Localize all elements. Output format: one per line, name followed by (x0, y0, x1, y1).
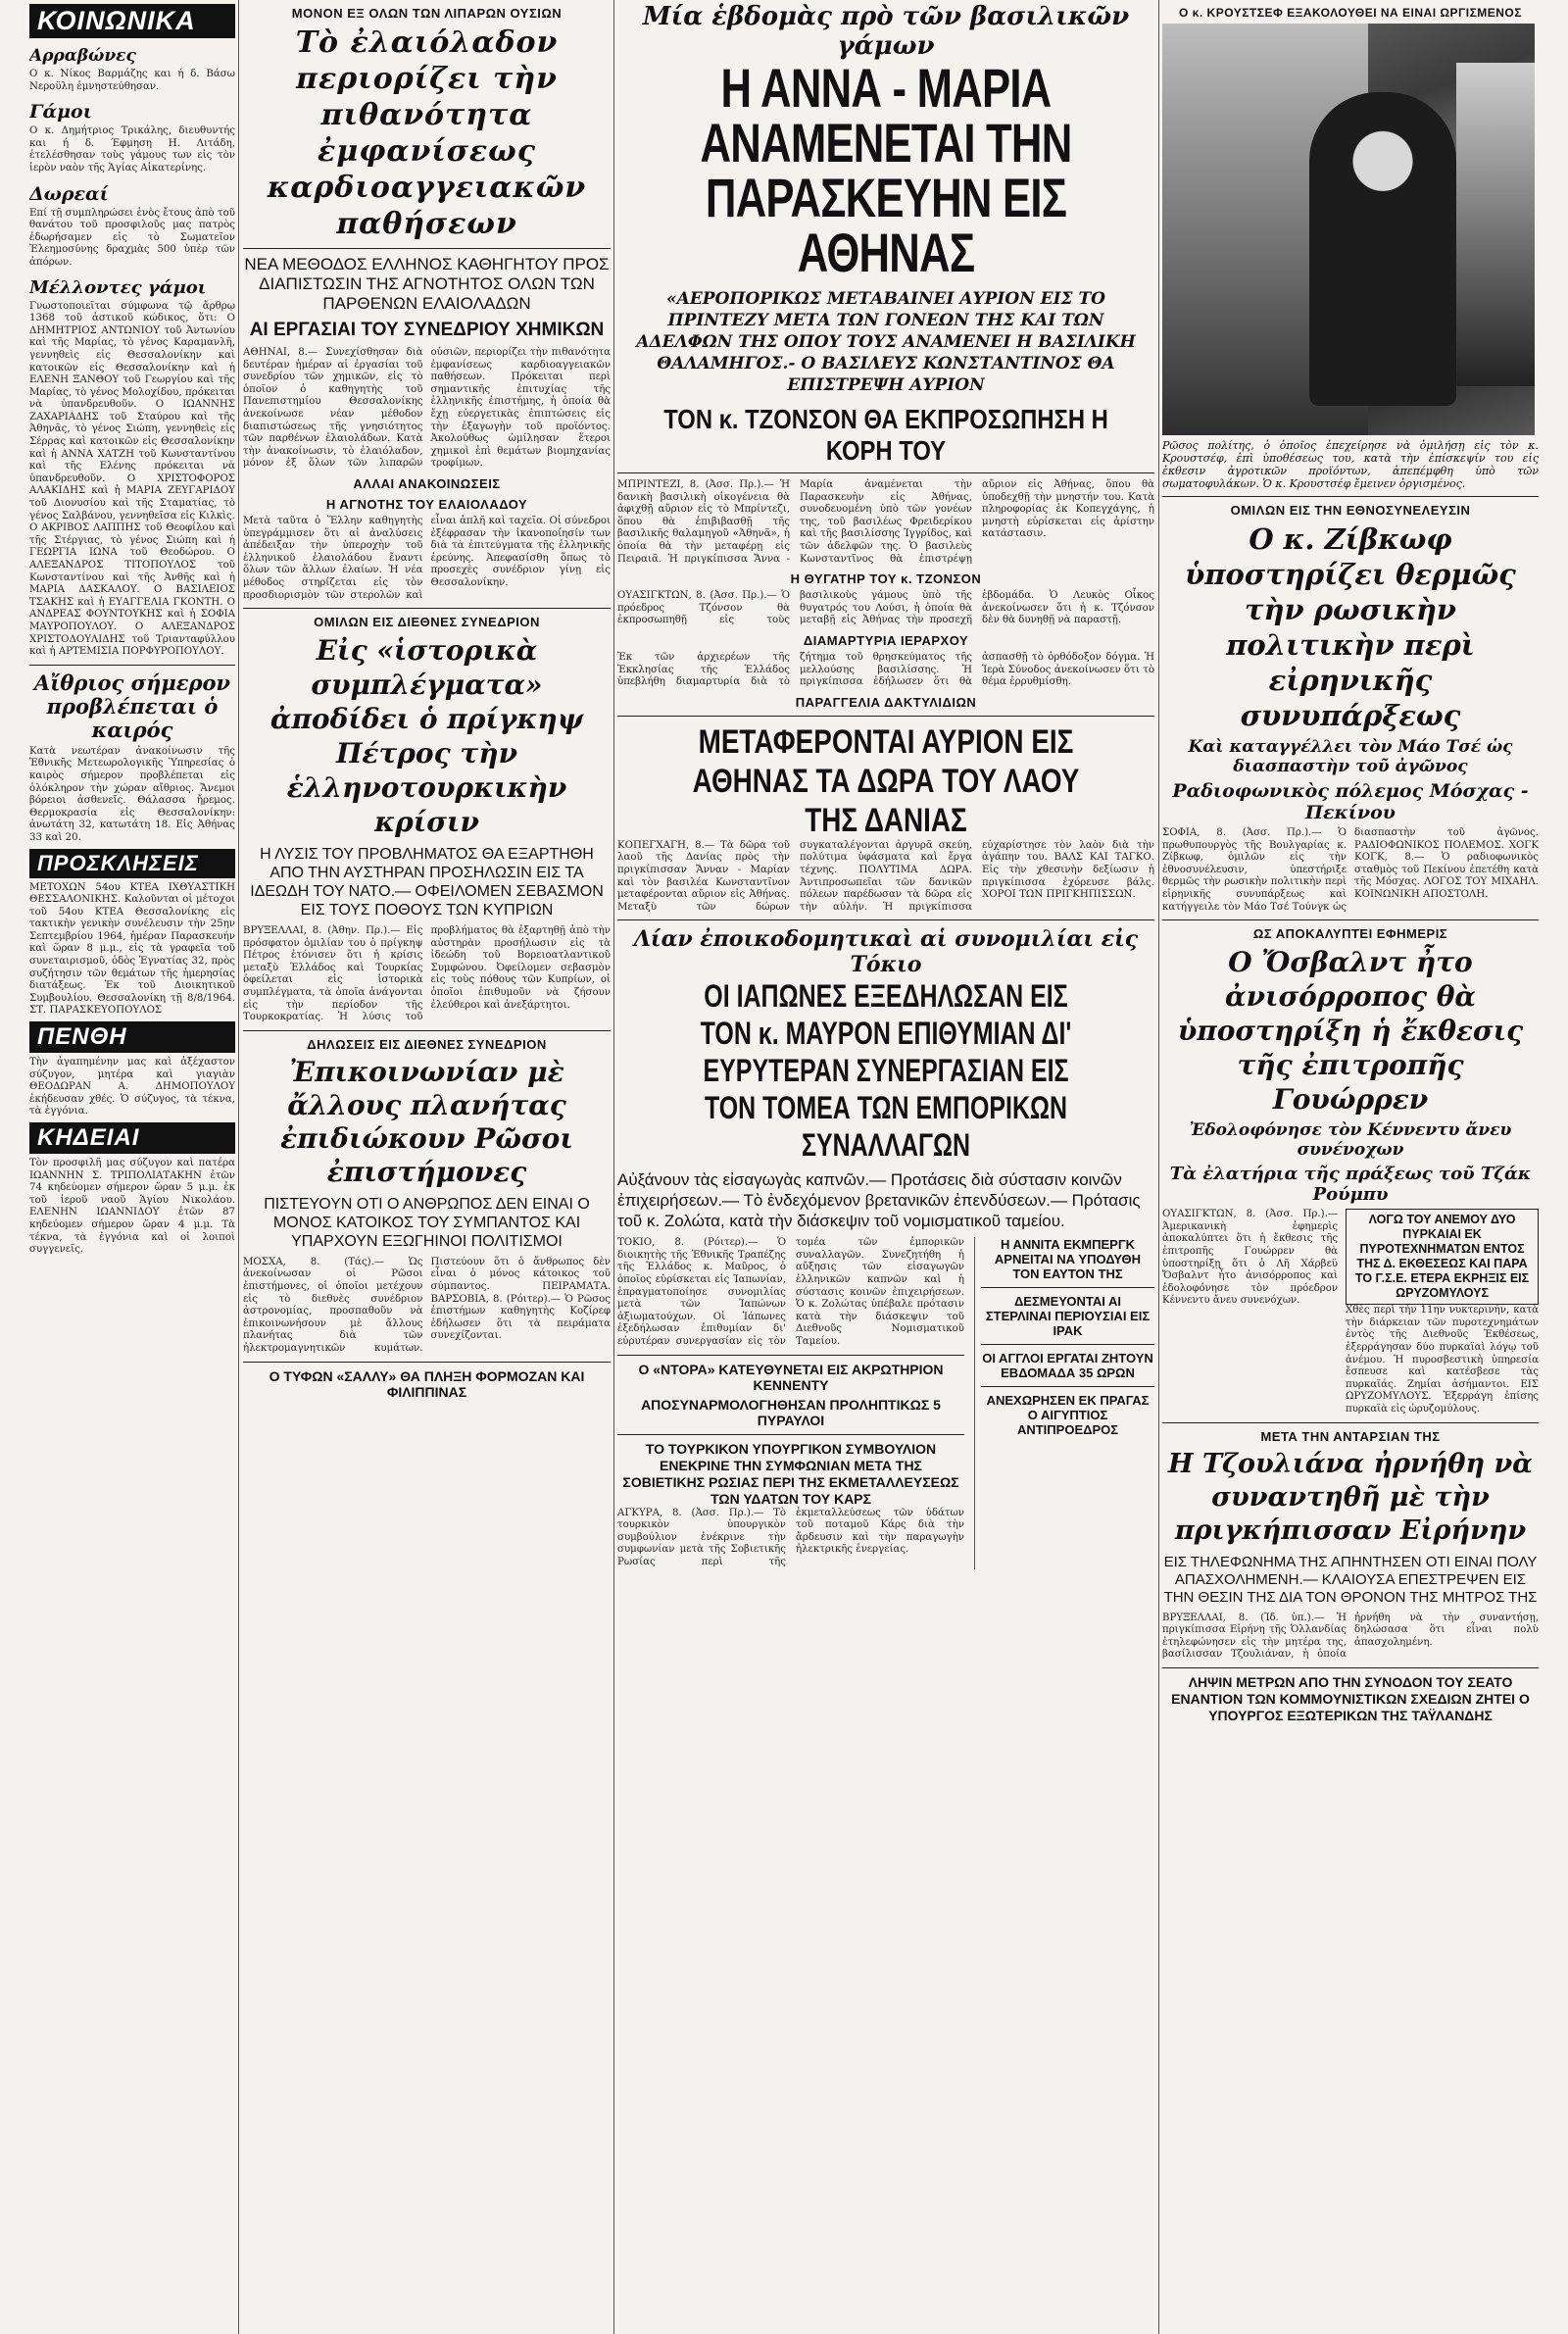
radio-war-subhead: Ραδιοφωνικὸς πόλεμος Μόσχας - Πεκίνου (1172, 780, 1529, 823)
column-news-right (1162, 0, 1539, 2334)
rings-sub: ΠΑΡΑΓΓΕΛΙΑ ΔΑΚΤΥΛΙΔΙΩΝ (795, 694, 977, 710)
gifts-text: Επί τῇ συμπληρώσει ἑνὸς ἔτους ἀπὸ τοῦ θανάτου τοῦ προσφιλοῦς μας πατρὸς ἐδωρήσαμεν εἰς τὸ Σωματεῖον Ἐλεημοσύνης δραχμὰς 500 ὑπὲρ τῶν ἀπόρων. (29, 207, 235, 268)
anita-headline: Η ΑΝΝΙΤΑ ΕΚΜΠΕΡΓΚ ΑΡΝΕΙΤΑΙ ΝΑ ΥΠΟΔΥΘΗ ΤΟΝ ΕΑΥΤΟΝ ΤΗΣ (994, 1237, 1142, 1282)
turkey-headline: ΤΟ ΤΟΥΡΚΙΚΟΝ ΥΠΟΥΡΓΙΚΟΝ ΣΥΜΒΟΥΛΙΟΝ ΕΝΕΚΡΙΝΕ ΤΗΝ ΣΥΜΦΩΝΙΑΝ ΜΕΤΑ ΤΗΣ ΣΟΒΙΕΤΙΚΗΣ ΡΩΣΙΑΣ ΠΕΡΙ ΤΗΣ ΕΚΜΕΤΑΛΛΕΥΣΕΩΣ ΤΩΝ ΥΔΑΤΩΝ ΤΟΥ ΚΑΡΣ (622, 1440, 959, 1507)
gifts-title: Δωρεαί (29, 182, 109, 205)
anna-maria-headline: Η ΑΝΝΑ - ΜΑΡΙΑ ΑΝΑΜΕΝΕΤΑΙ ΤΗΝ ΠΑΡΑΣΚΕΥΗΝ ΕΙΣ ΑΘΗΝΑΣ (700, 57, 1072, 283)
olive-oil-headline: Τὸ ἐλαιόλαδον περιορίζει τὴν πιθανότητα ἐμφανίσεως καρδιοαγγειακῶν παθήσεων (267, 25, 587, 241)
kennedy-cape-headline: Ο «ΝΤΟΡΑ» ΚΑΤΕΥΘΥΝΕΤΑΙ ΕΙΣ ΑΚΡΩΤΗΡΙΟΝ ΚΕΝΝΕΝΤΥ (638, 1361, 944, 1393)
prince-peter-headline: Εἰς «ἱστορικὰ συμπλέγματα» ἀποδίδει ὁ πρίγκηψ Πέτρος τὴν ἑλληνοτουρκικὴν κρίσιν (270, 634, 584, 839)
future-weddings-text: Γνωστοποιεῖται σύμφωνα τῷ ἄρθρῳ 1368 τοῦ ἀστικοῦ κώδικος, ὅτι: Ο ΔΗΜΗΤΡΙΟΣ ΑΝΤΩΝΙΟΥ τοῦ Ἀντωνίου καὶ τῆς Μαρίας, τὸ γένος Καραμανλῆ, γεννηθεὶς εἰς Θεσσαλονίκην καὶ κατοικῶν εἰς Θεσσαλονίκην καὶ ἡ ΕΛΕΝΗ ΞΑΝΘΟΥ τοῦ Γεωργίου καὶ τῆς Μαρίας, τὸ γένος Μολοχίδου, πρόκειται νὰ ὑπανδρευθοῦν. Ο ΙΩΑΝΝΗΣ ΖΑΧΑΡΙΑΔΗΣ τοῦ Σταύρου καὶ τῆς Ἀθηνᾶς, τὸ γένος Σιώπη, γεννηθεὶς εἰς Σέρρας καὶ κατοικῶν εἰς Θεσσαλονίκην καὶ ἡ ΑΝΝΑ ΧΑΤΖΗ τοῦ Κωνσταντίνου καὶ τῆς Ελένης πρόκειται νὰ ὑπανδρευθοῦν. Ο ΧΡΙΣΤΟΦΟΡΟΣ ΑΛΑΚΙΔΗΣ καὶ ἡ ΜΑΡΙΑ ΖΕΥΓΑΡΙΔΟΥ τοῦ Διονυσίου καὶ τῆς Σταματίας, τὸ γένος Σαλβάνου, γεννηθεῖσα εἰς Κιλκὶς. Ο ΑΚΡΙΒΟΣ ΛΑΠΠΗΣ τοῦ Θεοφίλου καὶ τῆς Στέργιας, τὸ γένος Σιώπη καὶ ἡ ΓΕΩΡΓΙΑ ΙΩΝΑ τοῦ Θεοδώρου. Ο ΑΛΕΞΑΝΔΡΟΣ ΤΙΤΟΠΟΥΛΟΣ τοῦ Κωνσταντίνου καὶ τῆς Ἀνθῆς καὶ ἡ ΜΑΡΙΑ ΔΑΣΚΑΛΟΥ. Ο ΒΑΣΙΛΕΙΟΣ ΤΣΑΚΗΣ καὶ ἡ ΕΥΑΓΓΕΛΙΑ ΓΚΟΝΤΗ. Ο ΑΝΔΡΕΑΣ ΦΟΥΝΤΟΥΚΗΣ καὶ ἡ ΣΟΦΙΑ ΜΑΥΡΟΠΟΥΛΟΥ. Ο ΑΛΕΞΑΝΔΡΟΣ ΧΡΙΣΤΟΔΟΥΛΙΔΗΣ τοῦ Τριανταφύλλου καὶ ἡ ΑΡΤΕΜΙΣΙΑ ΠΟΡΦΥΡΟΠΟΥΛΟΥ. (29, 300, 235, 658)
oswald-headline: Ο Ὄσβαλντ ἦτο ἀνισόρροπος θὰ ὑποστηρίξη ἡ ἔκθεσις τῆς ἐπιτροπῆς Γουώρρεν (1177, 946, 1524, 1117)
planets-subhead: ΠΙΣΤΕΥΟΥΝ ΟΤΙ Ο ΑΝΘΡΩΠΟΣ ΔΕΝ ΕΙΝΑΙ Ο ΜΟΝΟΣ ΚΑΤΟΙΚΟΣ ΤΟΥ ΣΥΜΠΑΝΤΟΣ ΚΑΙ ΥΠΑΡΧΟΥΝ ΕΞΩΓΗΙΝΟΙ ΠΟΛΙΤΙΣΜΟΙ (264, 1195, 590, 1250)
national-assembly-tag: ΟΜΙΛΩΝ ΕΙΣ ΤΗΝ ΕΘΝΟΣΥΝΕΛΕΥΣΙΝ (1230, 503, 1471, 518)
typhoon-headline: Ο ΤΥΦΩΝ «ΣΑΛΛΥ» ΘΑ ΠΛΗΞΗ ΦΟΡΜΟΖΑΝ ΚΑΙ ΦΙΛΙΠΠΙΝΑΣ (269, 1367, 585, 1400)
prince-peter-subhead: Η ΛΥΣΙΣ ΤΟΥ ΠΡΟΒΛΗΜΑΤΟΣ ΘΑ ΕΞΑΡΤΗΘΗ ΑΠΟ ΤΗΝ ΑΥΣΤΗΡΑΝ ΠΡΟΣΗΛΩΣΙΝ ΕΙΣ ΤΑ ΙΔΕΩΔΗ ΤΟΥ ΝΑΤΟ.— ΟΦΕΙΛΟΜΕΝ ΣΕΒΑΣΜΟΝ ΕΙΣ ΤΟΥΣ ΠΟΘΟΥΣ ΤΩΝ ΚΥΠΡΙΩΝ (250, 846, 604, 919)
weather-title: Αἴθριος σήμερον προβλέπεται ὁ καιρός (33, 670, 231, 742)
prince-peter-article: ΒΡΥΞΕΛΛΑΙ, 8. (Ἀθην. Πρ.).— Εἰς πρόσφατον ὁμιλίαν του ὁ πρίγκηψ Πέτρος ἐτόνισεν ὅτι ἡ κρίσις μεταξὺ Ἑλλάδος καὶ Τουρκίας ὀφείλεται εἰς ἱστορικὰ συμπλέγματα, τὰ ὁποῖα ἀνάγονται εἰς τὴν περίοδον τῆς Τουρκοκρατίας. Ἡ λύσις τοῦ προβλήματος θὰ ἐξαρτηθῇ ἀπὸ τὴν αὐστηρὰν προσήλωσιν εἰς τὰ ἰδεώδη τοῦ Βορειοατλαντικοῦ Συμφώνου. Ὀφείλομεν σεβασμὸν εἰς τοὺς πόθους τῶν Κυπρίων, οἱ ὁποῖοι ἐπιθυμοῦν νὰ ζήσουν ἐλεύθεροι καὶ ἀνεξάρτητοι. (243, 925, 611, 1023)
khrushchev-photo (1162, 24, 1535, 435)
olive-oil-banner: ΜΟΝΟΝ ΕΞ ΟΛΩΝ ΤΩΝ ΛΙΠΑΡΩΝ ΟΥΣΙΩΝ (291, 6, 563, 21)
oswald-article: ΟΥΑΣΙΓΚΤΩΝ, 8. (Ἀσσ. Πρ.).— Ἀμερικανικὴ ἐφημερὶς ἀποκαλύπτει ὅτι ἡ ἔκθεσις τῆς ἐπιτροπῆς Γουώρρεν θὰ ὑποστηρίξῃ ὅτι ὁ Λῆ Χάρβεϋ Ὄσβαλντ ἦτο ἀνισόρροπος καὶ ἐδολοφόνησε τὸν πρόεδρον Κέννεντυ ἄνευ συνενόχων. (1162, 1209, 1339, 1307)
ruby-subhead: Τὰ ἐλατήρια τῆς πράξεως τοῦ Τζάκ Ρούμπυ (1169, 1164, 1532, 1206)
intl-congress-tag-2: ΔΗΛΩΣΕΙΣ ΕΙΣ ΔΙΕΘΝΕΣ ΣΥΝΕΔΡΙΟΝ (307, 1036, 547, 1052)
juliana-article: ΒΡΥΞΕΛΛΑΙ, 8. (Ἰδ. ὑπ.).— Ἡ πριγκίπισσα Εἰρήνη τῆς Ὀλλανδίας ἐτηλεφώνησεν εἰς τὴν μητέρα της, βασίλισσαν Τζουλιάναν, ἡ ὁποία ἠρνήθη νὰ τὴν συναντήσῃ, δηλώσασα ὅτι εἶναι πολὺ ἀπασχολημένη. (1162, 1612, 1539, 1661)
protest-sub: ΔΙΑΜΑΡΤΥΡΙΑ ΙΕΡΑΡΧΟΥ (803, 632, 969, 648)
future-weddings-title: Μέλλοντες γάμοι (29, 276, 207, 298)
iraq-headline: ΔΕΣΜΕΥΟΝΤΑΙ ΑΙ ΣΤΕΡΛΙΝΑΙ ΠΕΡΙΟΥΣΙΑΙ ΕΙΣ ΙΡΑΚ (985, 1294, 1151, 1339)
danish-gifts-headline: ΜΕΤΑΦΕΡΟΝΤΑΙ ΑΥΡΙΟΝ ΕΙΣ ΑΘΗΝΑΣ ΤΑ ΔΩΡΑ ΤΟΥ ΛΑΟΥ ΤΗΣ ΔΑΝΙΑΣ (692, 722, 1080, 839)
johnson-headline: ΤΟΝ κ. ΤΖΟΝΣΟΝ ΘΑ ΕΚΠΡΟΣΩΠΗΣΗ Η ΚΟΡΗ ΤΟΥ (663, 404, 1108, 466)
column-news-left (243, 0, 611, 2334)
photo-caption: Ρῶσος πολίτης, ὁ ὁποῖος ἐπεχείρησε νὰ ὁμιλήσῃ εἰς τὸν κ. Κρουστσέφ, ἐπὶ ὑποθέσεως του, κατὰ τὴν ἐπίσκεψίν του εἰς ἐκθεσιν ἀγροτικῶν προϊόντων, ἀπεπέμφθη ὑπὸ τῶν σωματοφυλάκων. Ὁ κ. Κρουστσέφ ἔμεινεν ὀργισμένος. (1162, 439, 1539, 490)
planets-headline: Ἐπικοινωνίαν μὲ ἄλλους πλανήτας ἐπιδιώκουν Ρῶσοι ἐπιστήμονες (280, 1055, 573, 1188)
royal-week-title: Μία ἑβδομὰς πρὸ τῶν βασιλικῶν γάμων (642, 2, 1130, 61)
khrushchev-banner: Ο κ. ΚΡΟΥΣΤΣΕΦ ΕΞΑΚΟΛΟΥΘΕΙ ΝΑ ΕΙΝΑΙ ΩΡΓΙΣΜΕΝΟΣ (1179, 6, 1522, 20)
olive-purity-sub: Η ΑΓΝΟΤΗΣ ΤΟΥ ΕΛΑΙΟΛΑΔΟΥ (325, 496, 528, 512)
invitations-title: ΠΡΟΣΚΛΗΣΕΙΣ (29, 849, 235, 878)
funerals-text: Τὸν προσφιλῆ μας σύζυγον καὶ πατέρα ΙΩΑΝΝΗΝ Σ. ΤΡΙΠΟΛΙΑΤΑΚΗΝ ἐτῶν 74 κηδεύομεν σήμερον ὥραν 5 μ.μ. ἐκ τοῦ ἱεροῦ ναοῦ Ἁγίου Νικολάου. ΕΛΕΝΗΝ ΙΩΑΝΝΙΔΟΥ ἐτῶν 87 κηδεύομεν σήμερον ὥραν 4 μ.μ. Τὰ τέκνα, τὰ ἐγγόνια καὶ οἱ λοιποὶ συγγενεῖς. (29, 1158, 235, 1256)
juliana-headline: Η Τζουλιάνα ἠρνήθη νὰ συναντηθῆ μὲ τὴν πριγκήπισσαν Εἰρήνην (1168, 1448, 1533, 1546)
weather-text: Κατὰ νεωτέραν ἀνακοίνωσιν τῆς Ἐθνικῆς Μετεωρολογικῆς Ὑπηρεσίας ὁ καιρὸς σήμερον προβλέπεται εἰς ὁλόκληρον τὴν χώραν αἴθριος. Ἄνεμοι βόρειοι ἀσθενεῖς. Θάλασσα ἤρεμος. Θερμοκρασία εἰς Θεσσαλονίκην: ἀνωτάτη 32, κατωτάτη 18. Εἰς Ἀθήνας 33 καὶ 20. (29, 745, 235, 843)
other-announcements-sub: ΑΛΛΑΙ ΑΝΑΚΟΙΝΩΣΕΙΣ (353, 475, 501, 491)
funerals-title: ΚΗΔΕΙΑΙ (29, 1122, 235, 1154)
royal-article: ΜΠΡΙΝΤΕΖΙ, 8. (Ἀσσ. Πρ.).— Ἡ δανικὴ βασιλικὴ οἰκογένεια θὰ ἀφιχθῇ αὔριον εἰς τὸ Μπρίντεζι, ὅπου θὰ ἐπιβιβασθῇ τῆς βασιλικῆς θαλαμηγοῦ «Ἀθηνᾶ», ἡ ὁποία θὰ τὴν μεταφέρῃ εἰς Πειραιᾶ. Ἡ πριγκίπισσα Ἄννα - Μαρία ἀναμένεται τὴν Παρασκευὴν εἰς Ἀθήνας, συνοδευομένη ὑπὸ τῶν γονέων της, τοῦ βασιλέως Φρειδερίκου καὶ τῆς βασιλίσσης Ἰγγρίδος, καὶ τῶν ἀδελφῶν της. Ὁ βασιλεὺς Κωνσταντῖνος θὰ ἐπιστρέψῃ αὔριον εἰς Ἀθήνας, ὅπου θὰ ὑποδεχθῇ τὴν μνηστήν του. Κατὰ πληροφορίας ἐκ Κοπεγχάγης, ἡ μνηστὴ εὑρίσκεται εἰς ἀρίστην κατάστασιν. (617, 479, 1154, 565)
workers-headline: ΟΙ ΑΓΓΛΟΙ ΕΡΓΑΤΑΙ ΖΗΤΟΥΝ ΕΒΔΟΜΑΔΑ 35 ΩΡΩΝ (982, 1351, 1153, 1381)
fireworks-fire-article: Χθὲς περὶ τὴν 11ην νυκτερινήν, κατὰ τὴν διάρκειαν τῶν πυροτεχνημάτων ἐντὸς τῆς Διεθνοῦς Ἐκθέσεως, ἐξερράγησαν δύο πυρκαϊαὶ λόγῳ τοῦ ἀνέμου. Ἡ πυροσβεστικὴ ὑπηρεσία ἔσπευσε καὶ κατέσβεσε τὰς πυρκαϊάς. Ζημίαι ἀσήμαντοι. ΕΙΣ ΩΡΥΖΟΜΥΛΟΥΣ. Ἐξερράγη ἐπίσης πυρκαϊὰ εἰς ὠρυζομύλους. (1346, 1305, 1539, 1415)
engagements-title: Αρραβώνες (29, 46, 136, 66)
intl-congress-tag: ΟΜΙΛΩΝ ΕΙΣ ΔΙΕΘΝΕΣ ΣΥΝΕΔΡΙΟΝ (314, 615, 540, 630)
protest-article: Ἐκ τῶν ἀρχιερέων τῆς Ἐκκλησίας τῆς Ἑλλάδος ὑπεβλήθη διαμαρτυρία διὰ τὸ ζήτημα τοῦ θρησκεύματος τῆς μελλούσης βασιλίσσης. Ἡ πριγκίπισσα ἐδήλωσεν ὅτι θὰ ἀσπασθῇ τὸ ὀρθόδοξον δόγμα. Ἡ Ἱερὰ Σύνοδος ἀνεκοίνωσεν ὅτι τὸ θέμα ἐρρυθμίσθη. (617, 651, 1154, 688)
invitations-text: ΜΕΤΟΧΩΝ 54ου ΚΤΕΑ ΙΧΘΥΑΣΤΙΚΗ ΘΕΣΣΑΛΟΝΙΚΗΣ. Καλοῦνται οἱ μέτοχοι τοῦ 54ου ΚΤΕΑ Θεσσαλονίκης εἰς τακτικὴν γενικὴν συνέλευσιν τὴν 25ην Σεπτεμβρίου 1964, ἡμέραν Παρασκευήν καὶ ὥραν 8 μ.μ., εἰς τὰ γραφεῖα τοῦ συνεταιρισμοῦ, ὁδὸς Ἐγνατίας 32, πρὸς συζήτησιν τῶν θεμάτων τῆς ἡμερησίας διατάξεως. Ἐκ τοῦ Διοικητικοῦ Συμβουλίου. Θεσσαλονίκη τῇ 8/8/1964. ΣΤ. ΠΑΡΑΣΚΕΥΟΠΟΥΛΟΣ (29, 881, 235, 1017)
engagements-text: Ο κ. Νίκος Βαρμάζης και ή δ. Βάσω Νεροϋλη ἐμνηστεύθησαν. (29, 69, 235, 92)
zhivkov-article: ΣΟΦΙΑ, 8. (Ἀσσ. Πρ.).— Ὁ πρωθυπουργὸς τῆς Βουλγαρίας κ. Ζίβκωφ, ὁμιλῶν εἰς τὴν ἐθνοσυνέλευσιν, ὑπεστήριξε θερμῶς τὴν ρωσικὴν πολιτικὴν περὶ εἰρηνικῆς συνυπάρξεως καὶ κατήγγειλε τὸν Μάο Τσέ Τούνγκ ὡς διασπαστὴν τοῦ ἀγῶνος. ΡΑΔΙΟΦΩΝΙΚΟΣ ΠΟΛΕΜΟΣ. ΧΟΓΚ ΚΟΓΚ, 8.— Ὁ ραδιοφωνικὸς σταθμὸς τοῦ Πεκίνου ἐπετέθη κατὰ τῆς Μόσχας. ΛΟΓΟΣ ΤΟΥ ΜΙΧΑΗΛ. ΚΟΙΝΩΝΙΚΗ ΑΠΟΣΤΟΛΗ. (1162, 827, 1539, 913)
zhivkov-headline: Ο κ. Ζίβκωφ ὑποστηρίζει θερμῶς τὴν ρωσικὴν πολιτικὴν περὶ εἰρηνικῆς συνυπάρξεως (1185, 522, 1516, 732)
mourning-title: ΠΕΝΘΗ (29, 1021, 235, 1053)
mourning-text: Τὴν ἀγαπημένην μας καὶ ἀξέχαστον σύζυγον, μητέρα καὶ γιαγιὰν ΘΕΟΔΩΡΑΝ Α. ΔΗΜΟΠΟΥΛΟΥ ἐκήδευσαν χθές. Ὁ σύζυγος, τὰ τέκνα, τὰ ἐγγόνια. (29, 1057, 235, 1117)
johnson-daughter-sub: Η ΘΥΓΑΤΗΡ ΤΟΥ κ. ΤΖΟΝΣΟΝ (790, 571, 982, 587)
kennedy-subhead: Ἐδολοφόνησε τὸν Κέννεντυ ἄνευ συνένοχων (1189, 1120, 1512, 1161)
mutiny-tag: ΜΕΤΑ ΤΗΝ ΑΝΤΑΡΣΙΑΝ ΤΗΣ (1260, 1428, 1441, 1444)
johnson-article: ΟΥΑΣΙΓΚΤΩΝ, 8. (Ἀσσ. Πρ.).— Ὁ πρόεδρος Τζόνσον θὰ ἐκπροσωπηθῇ εἰς τοὺς βασιλικοὺς γάμους ὑπὸ τῆς θυγατρός του Λούσι, ἡ ὁποία θὰ μεταβῇ εἰς Ἀθήνας τὴν προσεχῆ ἑβδομάδα. Ὁ Λευκὸς Οἶκος ἀνεκοίνωσεν ὅτι ἡ κ. Τζόνσον δὲν θὰ δυνηθῇ νὰ παραστῇ. (617, 590, 1154, 626)
planets-article: ΜΟΣΧΑ, 8. (Τάς).— Ὡς ἀνεκοίνωσαν οἱ Ρῶσοι ἐπιστήμονες, οἱ ὁποῖοι μετέχουν εἰς τὸ διεθνὲς συνέδριον ἀστρονομίας, προσπαθοῦν νὰ ἐπικοινωνήσουν μὲ ἄλλους πλανήτας διὰ τῶν ἠλεκτρομαγνητικῶν κυμάτων. Πιστεύουν ὅτι ὁ ἄνθρωπος δὲν εἶναι ὁ μόνος κάτοικος τοῦ σύμπαντος. ΠΕΙΡΑΜΑΤΑ. ΒΑΡΣΟΒΙΑ, 8. (Ρόιτερ).— Ὁ Ρῶσος ἐπιστήμων καθηγητὴς Κοζίρεφ ἐδήλωσεν ὅτι τὰ πειράματα συνεχίζονται. (243, 1256, 611, 1354)
olive-oil-article: ΑΘΗΝΑΙ, 8.— Συνεχίσθησαν διὰ δευτέραν ἡμέραν αἱ ἐργασίαι τοῦ συνεδρίου τῶν χημικῶν, εἰς τὸ ὁποῖον ὁ καθηγητὴς τοῦ Πανεπιστημίου Θεσσαλονίκης ἀνεκοίνωσε νέαν μέθοδον διαπιστώσεως τῆς γνησιότητος τῶν παρθένων ἐλαιολάδων. Κατὰ τὴν ἀνακοίνωσιν, τὸ ἐλαιόλαδον, μόνον ἐξ ὅλων τῶν λιπαρῶν οὐσιῶν, περιορίζει τὴν πιθανότητα ἐμφανίσεως καρδιοαγγειακῶν παθήσεων. Πρόκειται περὶ σημαντικῆς ἐπιτυχίας τῆς ἑλληνικῆς ἐπιστήμης, ἡ ὁποία θὰ ἔχῃ εὐεργετικὰς ἐπιπτώσεις εἰς τὴν ἐξαγωγὴν τοῦ προϊόντος. Ἀκολούθως ὡμίλησαν ἕτεροι χημικοὶ ἐπὶ θεμάτων βιομηχανίας τροφίμων. (243, 347, 611, 470)
fireworks-fire-box: ΛΟΓΩ ΤΟΥ ΑΝΕΜΟΥ ΔΥΟ ΠΥΡΚΑΙΑΙ ΕΚ ΠΥΡΟΤΕΧΝΗΜΑΤΩΝ ΕΝΤΟΣ ΤΗΣ Δ. ΕΚΘΕΣΕΩΣ ΚΑΙ ΠΑΡΑ ΤΟ Γ.Σ.Ε. ΕΤΕΡΑ ΕΚΡΗΞΙΣ ΕΙΣ ΩΡΥΖΟΜΥΛΟΥΣ (1346, 1209, 1539, 1305)
mao-subhead: Καὶ καταγγέλλει τὸν Μάο Τσέ ὡς διασπαστὴν τοῦ ἀγῶνος (1188, 737, 1513, 776)
newspaper-reveals-tag: ΩΣ ΑΠΟΚΑΛΥΠΤΕΙ ΕΦΗΜΕΡΙΣ (1252, 926, 1448, 942)
section-title-social: ΚΟΙΝΩΝΙΚΑ (29, 4, 235, 38)
weddings-title: Γάμοι (29, 101, 92, 124)
tokyo-headline: ΟΙ ΙΑΠΩΝΕΣ ΕΞΕΔΗΛΩΣΑΝ ΕΙΣ ΤΟΝ κ. ΜΑΥΡΟΝ ΕΠΙΘΥΜΙΑΝ ΔΙ' ΕΥΡΥΤΕΡΑΝ ΣΥΝΕΡΓΑΣΙΑΝ ΕΙΣ ΤΟΝ ΤΟΜΕΑ ΤΩΝ ΕΜΠΟΡΙΚΩΝ ΣΥΝΑΛΛΑΓΩΝ (700, 978, 1072, 1164)
danish-gifts-article: ΚΟΠΕΓΧΑΓΗ, 8.— Τὰ δῶρα τοῦ λαοῦ τῆς Δανίας πρὸς τὴν πριγκίπισσαν Ἄνναν - Μαρίαν καὶ τὸν βασιλέα Κωνσταντῖνον μεταφέρονται αὔριον εἰς Ἀθήνας. Μεταξὺ τῶν δώρων συγκαταλέγονται ἀργυρᾶ σκεύη, πολύτιμα ὑφάσματα καὶ ἔργα τέχνης. ΠΟΛΥΤΙΜΑ ΔΩΡΑ. Ἀντιπροσωπεῖαι τῶν δανικῶν πόλεων παρέδωσαν τὰ δῶρα εἰς τὴν αὐλήν. Ἡ πριγκίπισσα εὐχαρίστησε τὸν λαὸν διὰ τὴν ἀγάπην του. ΒΑΛΣ ΚΑΙ ΤΑΓΚΟ. Εἰς τὴν χθεσινὴν δεξίωσιν ἡ πριγκίπισσα ἐχόρευσε βάλς. ΧΟΡΟΙ ΤΩΝ ΠΡΙΓΚΗΠΙΣΣΩΝ. (617, 839, 1154, 913)
chemists-congress-subhead: ΑΙ ΕΡΓΑΣΙΑΙ ΤΟΥ ΣΥΝΕΔΡΙΟΥ ΧΗΜΙΚΩΝ (249, 320, 605, 340)
juliana-subhead: ΕΙΣ ΤΗΛΕΦΩΝΗΜΑ ΤΗΣ ΑΠΗΝΤΗΣΕΝ ΟΤΙ ΕΙΝΑΙ ΠΟΛΥ ΑΠΑΣΧΟΛΗΜΕΝΗ.— ΚΛΑΙΟΥΣΑ ΕΠΕΣΤΡΕΨΕΝ ΕΙΣ ΤΗΝ ΘΕΣΙΝ ΤΗΣ ΔΙΑ ΤΟΝ ΘΡΟΝΟΝ ΤΗΣ ΜΗΤΡΟΣ ΤΗΣ (1163, 1553, 1538, 1606)
tokyo-article: ΤΟΚΙΟ, 8. (Ρόιτερ).— Ὁ διοικητὴς τῆς Ἐθνικῆς Τραπέζης τῆς Ἑλλάδος κ. Μαῦρος, ὁ ὁποῖος εὑρίσκεται εἰς Ἰαπωνίαν, ἐπραγματοποίησε συνομιλίας μετὰ τῶν Ἰαπώνων ἀξιωματούχων. Οἱ Ἰάπωνες ἐξεδήλωσαν ἐπιθυμίαν δι' εὐρυτέραν συνεργασίαν εἰς τὸν τομέα τῶν ἐμπορικῶν συναλλαγῶν. Συνεζητήθη ἡ αὔξησις τῶν εἰσαγωγῶν ἑλληνικῶν καπνῶν καὶ ἡ σύστασις κοινῶν ἐπιχειρήσεων. Ὁ κ. Ζολώτας ὑπέβαλε πρότασιν κατὰ τὴν διάσκεψιν τοῦ Διεθνοῦς Νομισματικοῦ Ταμείου. (617, 1237, 964, 1348)
egypt-headline: ΑΝΕΧΩΡΗΣΕΝ ΕΚ ΠΡΑΓΑΣ Ο ΑΙΓΥΠΤΙΟΣ ΑΝΤΙΠΡΟΕΔΡΟΣ (986, 1393, 1150, 1438)
tokyo-italic-title: Λίαν ἐποικοδομητικαὶ αἱ συνομιλίαι εἰς Τόκιο (633, 926, 1139, 978)
seato-headline: ΛΗΨΙΝ ΜΕΤΡΩΝ ΑΠΟ ΤΗΝ ΣΥΝΟΔΟΝ ΤΟΥ ΣΕΑΤΟ ΕΝΑΝΤΙΟΝ ΤΩΝ ΚΟΜΜΟΥΝΙΣΤΙΚΩΝ ΣΧΕΔΙΩΝ ΖΗΤΕΙ Ο ΥΠΟΥΡΓΟΣ ΕΞΩΤΕΡΙΚΩΝ ΤΗΣ ΤΑΫΛΑΝΔΗΣ (1171, 1673, 1530, 1723)
turkey-article: ΑΓΚΥΡΑ, 8. (Ἀσσ. Πρ.).— Τὸ τουρκικὸν ὑπουργικὸν συμβούλιον ἐνέκρινε τὴν συμφωνίαν μετὰ τῆς Σοβιετικῆς Ρωσίας περὶ τῆς ἐκμεταλλεύσεως τῶν ὑδάτων τοῦ ποταμοῦ Κάρς διὰ τὴν ἄρδευσιν καὶ τὴν παραγωγὴν ἠλεκτρικῆς ἐνεργείας. (617, 1507, 964, 1567)
missiles-subhead: ΑΠΟΣΥΝΑΡΜΟΛΟΓΗΘΗΣΑΝ ΠΡΟΛΗΠΤΙΚΩΣ 5 ΠΥΡΑΥΛΟΙ (641, 1396, 941, 1428)
column-social (29, 0, 235, 2334)
tokyo-subhead: Αὐξάνουν τὰς εἰσαγωγὰς καπνῶν.— Προτάσεις διὰ σύστασιν κοινῶν ἐπιχειρήσεων.— Τὸ ἐνδεχόμενον βρετανικῶν ἐπενδύσεων.— Πρότασις τοῦ κ. Ζολώτα, κατὰ τὴν διάσκεψιν τοῦ νομισματικοῦ ταμείου. (617, 1170, 1141, 1231)
royal-italic-subhead: «ΑΕΡΟΠΟΡΙΚΩΣ ΜΕΤΑΒΑΙΝΕΙ ΑΥΡΙΟΝ ΕΙΣ ΤΟ ΠΡΙΝΤΕΖΥ ΜΕΤΑ ΤΩΝ ΓΟΝΕΩΝ ΤΗΣ ΚΑΙ ΤΩΝ ΑΔΕΛΦΩΝ ΤΗΣ ΟΠΟΥ ΤΟΥΣ ΑΝΑΜΕΝΕΙ Η ΒΑΣΙΛΙΚΗ ΘΑΛΑΜΗΓΟΣ.- Ο ΒΑΣΙΛΕΥΣ ΚΩΝΣΤΑΝΤΙΝΟΣ ΘΑ ΕΠΙΣΤΡΕΨΗ ΑΥΡΙΟΝ (636, 289, 1136, 395)
olive-oil-article-cont: Μετὰ ταῦτα ὁ Ἕλλην καθηγητὴς ὑπεγράμμισεν ὅτι αἱ ἀναλύσεις ἀπέδειξαν τὴν ὑπεροχὴν τοῦ ἑλληνικοῦ ἐλαιολάδου ἔναντι ὅλων τῶν ἄλλων ἐλαίων. Ἡ νέα μέθοδος στηρίζεται εἰς τὸν προσδιορισμὸν τῶν στερολῶν καὶ εἶναι ἁπλῆ καὶ ταχεῖα. Οἱ σύνεδροι ἐξέφρασαν τὴν ἱκανοποίησίν των διὰ τὰ ἐπιτεύγματα τῆς ἑλληνικῆς ἐρεύνης. Ἀπεφασίσθη ὅπως τὸ προσεχὲς συνέδριον γίνῃ εἰς Θεσσαλονίκην. (243, 515, 611, 601)
column-main (617, 0, 1154, 2334)
olive-oil-subhead: ΝΕΑ ΜΕΘΟΔΟΣ ΕΛΛΗΝΟΣ ΚΑΘΗΓΗΤΟΥ ΠΡΟΣ ΔΙΑΠΙΣΤΩΣΙΝ ΤΗΣ ΑΓΝΟΤΗΤΟΣ ΟΛΩΝ ΤΩΝ ΠΑΡΘΕΝΩΝ ΕΛΑΙΟΛΑΔΩΝ (244, 255, 610, 313)
weddings-text: Ο κ. Δημήτριος Τρικάλης, διευθυντής και ή δ. Έφμηση Η. Λιτάδη, ἐτελέσθησαν τοὺς γάμους των εἰς τὸν ἱερὸν ναὸν τῆς Ἁγίας Αἰκατερίνης. (29, 125, 235, 174)
